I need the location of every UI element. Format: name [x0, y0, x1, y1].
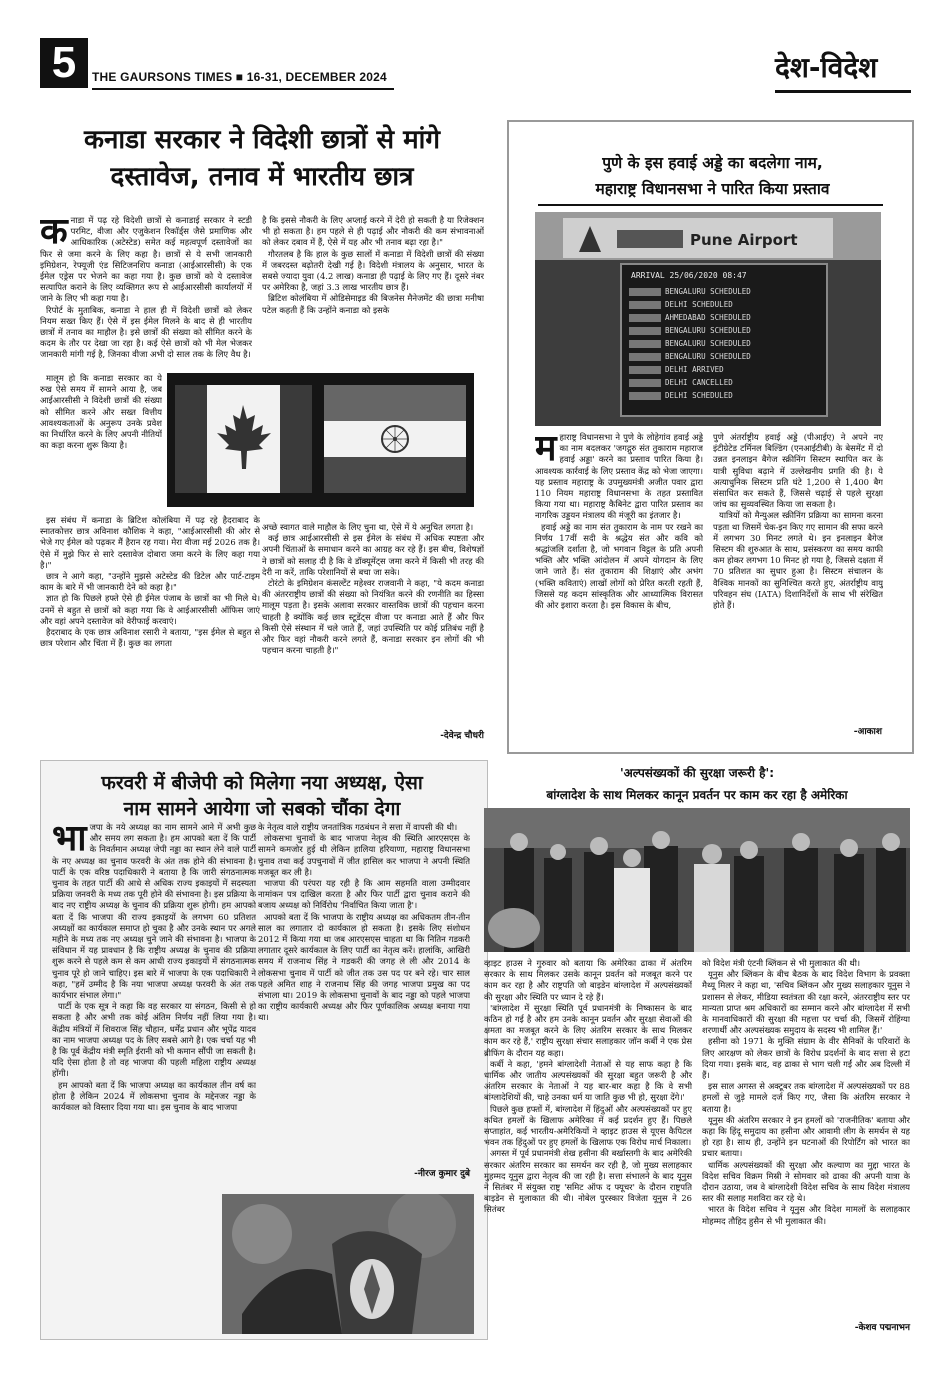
article2-byline: -आकाश	[853, 727, 882, 737]
article1-headline-line2: दस्तावेज, तनाव में भारतीय छात्र	[110, 162, 414, 192]
pune-airport-photo	[535, 212, 881, 426]
article3-col1: भा जपा के नये अध्यक्ष का नाम सामने आने में अभी कुछ और समय लग सकता है। हम आपको बता दें कि पार्टी के निवर्तमान अध्यक्ष जेपी नड्डा का स्थान लेने वाले पार्टी के नए अध्यक्ष का चुनाव फरवरी के अंत तक होने की संभावना है। पार्टी के एक वरिष्ठ पदाधिकारी ने बताया है कि जारी संगठनात्मक चुनाव के तहत पार्टी की आधे से अधिक राज्य इकाइयों में सदस्यता प्रक्रिया जनवरी के मध्य तक पूरी होने की संभावना है। इस प्रक्रिया के बाद नए राष्ट्रीय अध्यक्ष के चुनाव की प्रक्रिया शुरू होगी। हम आपको बता दें कि भाजपा की राज्य इकाइयों के लगभग 60 प्रतिशत अध्यक्षों का कार्यकाल समाप्त हो चुका है और उनके स्थान पर अगले महीने के मध्य तक नए अध्यक्ष चुने जाने की संभावना है। भाजपा के संविधान में यह प्रावधान है कि राष्ट्रीय अध्यक्ष के चुनाव की प्रक्रिया शुरू करने से पहले कम से कम आधी राज्य इकाइयों में संगठनात्मक चुनाव पूरे हो जाने चाहिए। इस बारे में भाजपा के एक पदाधिकारी ने कहा, "हमें उम्मीद है कि नया भाजपा अध्यक्ष फरवरी के अंत तक कार्यभार संभाल लेगा।" पार्टी के एक सूत्र ने कहा कि वह सरकार या संगठन, किसी से हो सकता है और अभी तक कोई अंतिम निर्णय नहीं लिया गया है। केंद्रीय मंत्रियों में शिवराज सिंह चौहान, धर्मेंद्र प्रधान और भूपेंद्र यादव का नाम भाजपा अध्यक्ष पद के लिए सबसे आगे है। एक चर्चा यह भी है कि पूर्व केंद्रीय मंत्री स्मृति ईरानी को भी कमान सौंपी जा सकती है। यदि ऐसा होता है तो वह भाजपा की पहली महिला राष्ट्रीय अध्यक्ष होंगी। हम आपको बता दें कि भाजपा अध्यक्ष का कार्यकाल तीन वर्ष का होता है लेकिन 2024 में लोकसभा चुनाव के मद्देनजर नड्डा के कार्यकाल को विस्तार दिया गया था। इस चुनाव के बाद भाजपा	[52, 822, 256, 1113]
article3-col2: के नेतृत्व वाले राष्ट्रीय जनतांत्रिक गठबंधन ने सत्ता में वापसी की थी। लोकसभा चुनावों के बाद भाजपा नेतृत्व की स्थिति आरएसएस के सामने कमजोर हुई थी लेकिन हालिया हरियाणा, महाराष्ट्र विधानसभा चुनाव तथा कई उपचुनावों में जीत हासिल कर भाजपा ने अपनी स्थिति मजबूत कर ली है। भाजपा की परंपरा यह रही है कि आम सहमति वाला उम्मीदवार नामांकन पत्र दाखिल करता है और फिर पार्टी द्वारा चुनाव कराने की बजाय अध्यक्ष को निर्विरोध 'निर्वाचित किया जाता है'। आपको बता दें कि भाजपा के राष्ट्रीय अध्यक्ष का अधिकतम तीन-तीन साल का लगातार दो कार्यकाल हो सकता है। इसके लिए संशोधन 2012 में किया गया था जब आरएसएस चाहता था कि नितिन गडकरी लगातार दूसरे कार्यकाल के लिए पार्टी का नेतृत्व करें। हालांकि, आखिरी समय में राजनाथ सिंह ने गडकरी की जगह ले ली और 2014 के लोकसभा चुनाव में पार्टी को जीत तक उस पद पर बने रहे। चार साल पहले अमित शाह ने राजनाथ सिंह की जगह भाजपा प्रमुख का पद संभाला था। 2019 के लोकसभा चुनावों के बाद नड्डा को पहले भाजपा का राष्ट्रीय कार्यकारी अध्यक्ष और फिर पूर्णकालिक अध्यक्ष बनाया गया था।	[258, 822, 470, 1023]
article2-drop-cap: म	[535, 432, 557, 469]
board-row: DELHI ARRIVED	[665, 365, 724, 374]
article2-col2: पुणे अंतर्राष्ट्रीय हवाई अड्डे (पीआईए) ने अपने नए इंटीग्रेटेड टर्मिनल बिल्डिंग (एनआईटीबी) के बेसमेंट में दो उन्नत इनलाइन बैगेज स्क्रीनिंग सिस्टम स्थापित कर के यात्री सुविधा बढ़ाने में उल्लेखनीय प्रगति की है। ये अत्याधुनिक सिस्टम प्रति घंटे 1,200 से 1,400 बैग संसाधित कर सकते हैं, जिससे चढ़ाई से पहले सुरक्षा जांच का सुव्यवस्थित किया जा सकता है। यात्रियों को मैन्युअल स्क्रीनिंग प्रक्रिया का सामना करना पड़ता था जिसमें चेक-इन किए गए सामान की सफा करने में लगभग 30 मिनट लगते थे। इन इनलाइन बैगेज सिस्टम की शुरुआत के साथ, प्रसंस्करण का समय काफी कम होकर लगभग 10 मिनट हो गया है, जिससे दक्षता में 70 प्रतिशत का सुधार हुआ है। सिस्टम संचालन के वैश्विक मानकों का सुनिश्चित करते हुए, अंतर्राष्ट्रीय वायु परिवहन संघ (IATA) दिशानिर्देशों के साथ भी संरेखित होते हैं।	[713, 432, 883, 611]
flags-graphic	[167, 373, 474, 507]
article2-col1: म हाराष्ट्र विधानसभा ने पुणे के लोहेगांव हवाई अड्डे का नाम बदलकर 'जगद्गुरु संत तुकाराम महाराज हवाई अड्डा' करने का प्रस्ताव पारित किया है। आवश्यक कार्रवाई के लिए प्रस्ताव केंद्र को भेजा जाएगा। यह प्रस्ताव महाराष्ट्र के उपमुख्यमंत्री अजीत पवार द्वारा 110 नियम महाराष्ट्र विधानसभा के तहत प्रस्तावित किया गया था। महाराष्ट्र कैबिनेट द्वारा पारित प्रस्ताव का नागरिक उड्डयन मंत्रालय की मंजूरी का इंतजार है। हवाई अड्डे का नाम संत तुकाराम के नाम पर रखने का निर्णय 17वीं सदी के श्रद्धेय संत और कवि को श्रद्धांजलि दर्शाता है, जो भगवान विट्ठल के प्रति अपनी भक्ति और भक्ति आंदोलन में अपने योगदान के लिए जाने जाते हैं। संत तुकाराम की शिक्षाएं और अभंग (भक्ति कविताएं) लाखों लोगों को प्रेरित करती रहती हैं, जिससे यह कदम सांस्कृतिक और आध्यात्मिक विरासत की ओर इशारा करता है। इस विकास के बीच,	[535, 432, 703, 611]
article1-headline	[40, 122, 484, 196]
article2-headline-rule	[538, 204, 883, 206]
board-header: ARRIVAL 25/06/2020 08:47	[631, 271, 747, 280]
article1-byline: -देवेन्द्र चौधरी	[440, 731, 484, 741]
airport-sign-text: Pune Airport	[690, 231, 798, 249]
board-row: AHMEDABAD SCHEDULED	[665, 313, 751, 322]
board-row: BENGALURU SCHEDULED	[665, 339, 751, 348]
section-title: देश-विदेश	[775, 51, 878, 84]
section-rule	[775, 90, 911, 93]
article1-headline-line1: कनाडा सरकार ने विदेशी छात्रों से मांगे	[83, 125, 440, 155]
article4-headline-line1: 'अल्पसंख्यकों की सुरक्षा जरूरी है':	[619, 766, 775, 780]
page-number: 5	[40, 38, 88, 88]
article1-col2-top: है कि इससे नौकरी के लिए अप्लाई करने में देरी हो सकती है या रिजेक्शन भी हो सकता है। हम पहले से ही पढ़ाई और नौकरी की कम संभावनाओं को लेकर दबाव में हैं, ऐसे में यह और भी तनाव बढ़ा रहा है।" गौरतलब है कि हाल के कुछ सालों में कनाडा में विदेशी छात्रों की संख्या में जबरदस्त बढ़ोतरी देखी गई है। विदेशी मंत्रालय के अनुसार, भारत के सबसे ज्यादा युवा (4.2 लाख) कनाडा ही पढ़ाई के लिए गए हैं। दूसरे नंबर पर अमेरिका है, जहां 3.3 लाख भारतीय छात्र हैं। ब्रिटिश कोलंबिया में ओडिसेमाइड की बिजनेस मैनेजमेंट की छात्रा मनीषा पटेल कहती हैं कि उन्होंने कनाडा को इसके	[262, 215, 484, 315]
article1-col1-side: मालूम हो कि कनाडा सरकार का ये रुख ऐसे समय में सामने आया है, जब आईआरसीसी ने विदेशी छात्रों की संख्या को सीमित करने और सख्त वित्तीय आवश्यकताओं के अनुरूप उनके प्रवेश का निर्धारित करने के लिए अपनी नीतियों का कड़ा करना शुरू किया है।	[40, 373, 162, 451]
article4-byline: -केशव पद्मनाभन	[854, 1323, 910, 1333]
article4-col2: को विदेश मंत्री एंटनी ब्लिंकन से भी मुलाकात की थी। यूनुस और ब्लिंकन के बीच बैठक के बाद विदेश विभाग के प्रवक्ता मैथ्यू मिलर ने कहा था, 'सचिव ब्लिंकन और मुख्य सलाहकार यूनुस ने प्रशासन से लेकर, मीडिया स्वतंत्रता की रक्षा करने, अंतरराष्ट्रीय स्तर पर मान्यता प्राप्त श्रम अधिकारों का सम्मान करने और बांग्लादेश में सभी के मानवाधिकारों की सुरक्षा की महत्ता पर चर्चा की, जिसमें रोहिंग्या शरणार्थी और अल्पसंख्यक समुदाय के सदस्य भी शामिल हैं।' हसीना को 1971 के मुक्ति संग्राम के वीर सैनिकों के परिवारों के लिए आरक्षण को लेकर छात्रों के विरोध प्रदर्शनों के बाद सत्ता से हटा दिया गया। इसके बाद, वह ढाका से भाग चली गईं और अब दिल्ली में हैं। इस साल अगस्त से अक्टूबर तक बांग्लादेश में अल्पसंख्यकों पर 88 हमलों से जुड़े मामले दर्ज किए गए, जैसा कि अंतरिम सरकार ने बताया है। यूनुस की अंतरिम सरकार ने इन हमलों को 'राजनीतिक' बताया और कहा कि हिंदू समुदाय का हसीना और आवामी लीग के समर्थन से यह हो रहा है। साथ ही, उन्होंने इन घटनाओं की रिपोर्टिंग को भारत का प्रचार बताया। धार्मिक अल्पसंख्यकों की सुरक्षा और कल्याण का मुद्दा भारत के विदेश सचिव विक्रम मिस्री ने सोमवार को ढाका की अपनी यात्रा के दौरान उठाया, जब वे बांग्लादेशी विदेश सचिव के साथ विदेश मंत्रालय स्तर की सलाह मशविरा कर रहे थे। भारत के विदेश सचिव ने यूनुस और विदेश मामलों के सलाहकार मोहम्मद तौहिद हुसैन से भी मुलाकात की।	[702, 958, 910, 1226]
board-row: BENGALURU SCHEDULED	[665, 326, 751, 335]
board-row: DELHI CANCELLED	[665, 378, 733, 387]
article4-headline-line2: बांग्लादेश के साथ मिलकर कानून प्रवर्तन पर काम कर रहा है अमेरिका	[546, 788, 848, 802]
board-row: BENGALURU SCHEDULED	[665, 287, 751, 296]
bjp-flags-graphic	[222, 1194, 474, 1334]
board-row: BENGALURU SCHEDULED	[665, 352, 751, 361]
article1-col2-bottom: अच्छे स्वागत वाले माहौल के लिए चुना था, ऐसे में ये अनुचित लगता है। कई छात्र आईआरसीसी से इस ईमेल के संबंध में अधिक स्पष्टता और अपनी चिंताओं के समाधान करने का आग्रह कर रहे हैं। इस बीच, विशेषज्ञों ने छात्रों को सलाह दी है कि वे डॉक्यूमेंट्स जमा करने में किसी भी तरह की देरी ना करें, ताकि परेशानियों से बचा जा सके। टोरंटो के इमिग्रेशन कंसल्टेंट महेश्वर राजवानी ने कहा, "ये कदम कनाडा की अंतरराष्ट्रीय छात्रों की संख्या को नियंत्रित करने की रणनीति का हिस्सा मालूम पड़ता है। इसके अलावा सरकार वास्तविक छात्रों की पहचान करना चाहती है क्योंकि कई छात्र स्टूडेंट्स वीजा पर कनाडा आते हैं और फिर किसी ऐसे संस्थान में चले जाते हैं, जहां उपस्थिति पर कोई प्रतिबंध नहीं है और फिर वहां नौकरी करने लगते हैं, कनाडा सरकार इन लोगों की भी पहचान करना चाहती है।"	[262, 522, 484, 656]
article1-drop-cap: क	[40, 215, 68, 252]
meeting-graphic	[484, 808, 910, 952]
article3-drop-cap: भा	[52, 822, 87, 859]
bangladesh-meeting-photo	[484, 808, 910, 952]
masthead: THE GAURSONS TIMES ■ 16-31, DECEMBER 2024	[92, 70, 387, 84]
airport-graphic	[535, 212, 881, 426]
article3-byline: -नीरज कुमार दुबे	[414, 1169, 470, 1179]
article1-col1-bottom: इस संबंध में कनाडा के ब्रिटिश कोलंबिया में पढ़ रहे हैदराबाद के स्नातकोत्तर छात्र अविनाश कौशिक ने कहा, "आईआरसीसी की ओर से भेजे गए ईमेल को पढ़कर मैं हैरान रह गया। मेरा वीजा मई 2026 तक है। ऐसे में मुझे फिर से सारे दस्तावेज दोबारा जमा करने के लिए कहा गया है।" छात्र ने आगे कहा, "उन्होंने मुझसे अटेस्टेड की डिटेल और पार्ट-टाइम काम के बारे में भी जानकारी देने को कहा है।" ज्ञात हो कि पिछले हफ्ते ऐसे ही ईमेल पंजाब के छात्रों का भी मिले थे। उनमें से बहुत से छात्रों को कहा गया कि वे आईआरसीसी ऑफिस जाएं और वहां अपने दस्तावेज को वेरीफाई करवाएं। हैदराबाद के एक छात्र अविनाश रसारी ने बताया, "इस ईमेल से बहुत से छात्र परेशान और चिंता में हैं। कुछ का लगता	[40, 515, 260, 649]
canada-india-flags-photo	[167, 373, 474, 507]
article4-col1: व्हाइट हाउस ने गुरुवार को बताया कि अमेरिका ढाका में अंतरिम सरकार के साथ मिलकर उसके कानून प्रवर्तन को मजबूत करने पर काम कर रहा है और राष्ट्रपति जो बाइडेन बांग्लादेश में अल्पसंख्यकों की सुरक्षा और स्थिति पर ध्यान दे रहे हैं। 'बांग्लादेश में सुरक्षा स्थिति पूर्व प्रधानमंत्री के निष्कासन के बाद कठिन हो गई है और हम उनके कानून प्रवर्तन और सुरक्षा सेवाओं की क्षमता का मजबूत करने के लिए अंतरिम सरकार के साथ मिलकर काम कर रहे हैं,' राष्ट्रीय सुरक्षा संचार सलाहकार जॉन कर्बी ने एक प्रेस ब्रीफिंग के दौरान यह कहा। कर्बी ने कहा, 'हमने बांग्लादेशी नेताओं से यह साफ कहा है कि धार्मिक और जातीय अल्पसंख्यकों की सुरक्षा बहुत जरूरी है और अंतरिम सरकार के नेताओं ने यह बार-बार कहा है कि वे सभी बांग्लादेशियों की, चाहे उनका धर्म या जाति कुछ भी हो, सुरक्षा देंगे।' पिछले कुछ हफ्तों में, बांग्लादेश में हिंदुओं और अल्पसंख्यकों पर हुए कथित हमलों के खिलाफ अमेरिका में कई प्रदर्शन हुए हैं। पिछले सप्ताहांत, कई भारतीय-अमेरिकियों ने व्हाइट हाउस से यूएस कैपिटल भवन तक हिंदुओं पर हुए हमलों के खिलाफ एक विरोध मार्च निकाला। अगस्त में पूर्व प्रधानमंत्री शेख हसीना की बर्खास्तगी के बाद अमेरिकी सरकार अंतरिम सरकार का समर्थन कर रही है, जो मुख्य सलाहकार मुहम्मद यूनुस द्वारा नेतृत्व की जा रही है। सत्ता संभालने के बाद यूनुस ने सितंबर में संयुक्त राष्ट्र 'समिट ऑफ द फ्यूचर' के दौरान राष्ट्रपति बाइडेन से मुलाकात की थी। नोबेल पुरस्कार विजेता यूनुस ने 26 सितंबर	[484, 958, 692, 1215]
article2-headline: पुणे के इस हवाई अड्डे का बदलेगा नाम, महाराष्ट्र विधानसभा ने पारित किया प्रस्ताव	[595, 154, 830, 198]
masthead-rule	[92, 88, 394, 90]
article3-headline: फरवरी में बीजेपी को मिलेगा नया अध्यक्ष, ऐसा नाम सामने आयेगा जो सबको चौंका देगा	[101, 772, 423, 820]
board-row: DELHI SCHEDULED	[665, 391, 733, 400]
article1-col1-top: क नाडा में पढ़ रहे विदेशी छात्रों से कनाडाई सरकार ने स्टडी परमिट, वीजा और एजुकेशन रिकॉर्ड्स जैसे प्रमाणिक और आधिकारिक (अटेस्टेड) समेत कई महत्वपूर्ण दस्तावेजों का फिर से जमा करने के लिए कहा है। छात्रों से ये सभी जानकारी इमिग्रेशन, रेफ्यूजी एंड सिटिजनशिप कनाडा (आईआरसीसी) के एक ईमेल एड्रेस पर भेजने का कहा गया है। कुछ छात्रों को ये दस्तावेज सत्यापित कराने के लिए व्यक्तिगत रूप से आईआरसीसी कार्यालयों में जाने के लिए भी कहा गया है। रिपोर्ट के मुताबिक, कनाडा ने हाल ही में विदेशी छात्रों को लेकर नियम सख्त किए हैं। ऐसे में इस ईमेल मिलने के बाद से ही भारतीय छात्रों में तनाव का माहौल है। इसे छात्रों की संख्या को सीमित करने के कदम के तौर पर देखा जा रहा है। कई ऐसे छात्रों को भी मेल भेजकर जानकारी मांगी गई है, जिनका वीजा अभी दो साल तक के लिए वैध है।	[40, 215, 252, 360]
board-row: DELHI SCHEDULED	[665, 300, 733, 309]
bjp-flags-photo	[222, 1194, 474, 1334]
